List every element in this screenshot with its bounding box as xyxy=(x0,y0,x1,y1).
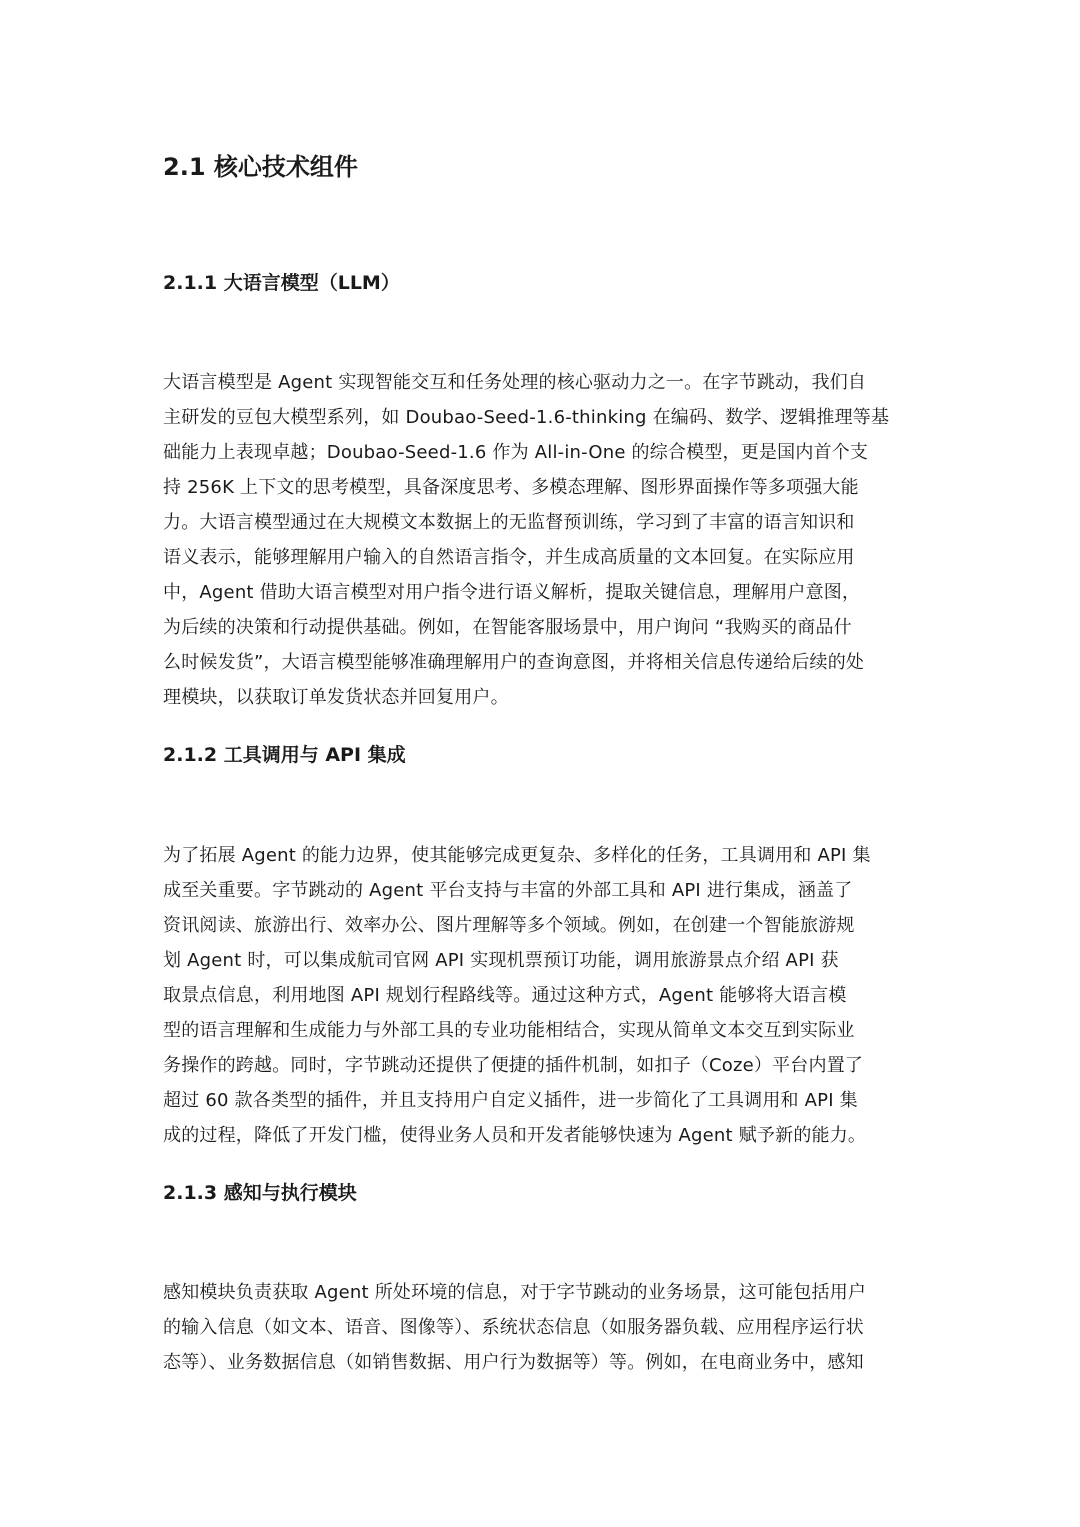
paragraph-line: 资讯阅读、旅游出行、效率办公、图片理解等多个领域。例如，在创建一个智能旅游规 xyxy=(163,915,855,936)
subsection-title-llm: 2.1.1 大语言模型（LLM） xyxy=(163,272,400,294)
paragraph-line: 取景点信息，利用地图 API 规划行程路线等。通过这种方式，Agent 能够将大语言模 xyxy=(163,985,847,1006)
paragraph-line: 划 Agent 时，可以集成航司官网 API 实现机票预订功能，调用旅游景点介绍 API 获 xyxy=(163,950,839,971)
subsection-title-tools-api: 2.1.2 工具调用与 API 集成 xyxy=(163,744,406,766)
paragraph-line: 主研发的豆包大模型系列，如 Doubao-Seed-1.6-thinking 在编码、数学、逻辑推理等基 xyxy=(163,407,890,428)
paragraph-line: 础能力上表现卓越；Doubao-Seed-1.6 作为 All-in-One 的综合模型，更是国内首个支 xyxy=(163,442,869,463)
paragraph-line: 为了拓展 Agent 的能力边界，使其能够完成更复杂、多样化的任务，工具调用和 API 集 xyxy=(163,845,871,866)
paragraph-line: 成的过程，降低了开发门槛，使得业务人员和开发者能够快速为 Agent 赋予新的能力。 xyxy=(163,1125,867,1146)
paragraph-line: 为后续的决策和行动提供基础。例如，在智能客服场景中，用户询问 “我购买的商品什 xyxy=(163,617,852,638)
paragraph-line: 务操作的跨越。同时，字节跳动还提供了便捷的插件机制，如扣子（Coze）平台内置了 xyxy=(163,1055,864,1076)
paragraph-line: 超过 60 款各类型的插件，并且支持用户自定义插件，进一步简化了工具调用和 API 集 xyxy=(163,1090,858,1111)
paragraph-line: 型的语言理解和生成能力与外部工具的专业功能相结合，实现从简单文本交互到实际业 xyxy=(163,1020,855,1041)
subsection-title-perception: 2.1.3 感知与执行模块 xyxy=(163,1182,357,1204)
section-title: 2.1 核心技术组件 xyxy=(163,153,358,181)
paragraph-llm xyxy=(163,365,917,715)
paragraph-line: 大语言模型是 Agent 实现智能交互和任务处理的核心驱动力之一。在字节跳动，我们自 xyxy=(163,372,867,393)
paragraph-line: 理模块，以获取订单发货状态并回复用户。 xyxy=(163,687,509,708)
paragraph-perception xyxy=(163,1275,917,1380)
paragraph-line: 成至关重要。字节跳动的 Agent 平台支持与丰富的外部工具和 API 进行集成，涵盖了 xyxy=(163,880,853,901)
paragraph-line: 中，Agent 借助大语言模型对用户指令进行语义解析，提取关键信息，理解用户意图， xyxy=(163,582,861,603)
paragraph-line: 语义表示，能够理解用户输入的自然语言指令，并生成高质量的文本回复。在实际应用 xyxy=(163,547,855,568)
paragraph-line: 态等）、业务数据信息（如销售数据、用户行为数据等）等。例如，在电商业务中，感知 xyxy=(163,1352,864,1373)
paragraph-line: 感知模块负责获取 Agent 所处环境的信息，对于字节跳动的业务场景，这可能包括用户 xyxy=(163,1282,867,1303)
paragraph-line: 持 256K 上下文的思考模型，具备深度思考、多模态理解、图形界面操作等多项强大能 xyxy=(163,477,859,498)
paragraph-tools-api xyxy=(163,838,917,1153)
paragraph-line: 力。大语言模型通过在大规模文本数据上的无监督预训练，学习到了丰富的语言知识和 xyxy=(163,512,855,533)
paragraph-line: 么时候发货”，大语言模型能够准确理解用户的查询意图，并将相关信息传递给后续的处 xyxy=(163,652,865,673)
paragraph-line: 的输入信息（如文本、语音、图像等）、系统状态信息（如服务器负载、应用程序运行状 xyxy=(163,1317,864,1338)
